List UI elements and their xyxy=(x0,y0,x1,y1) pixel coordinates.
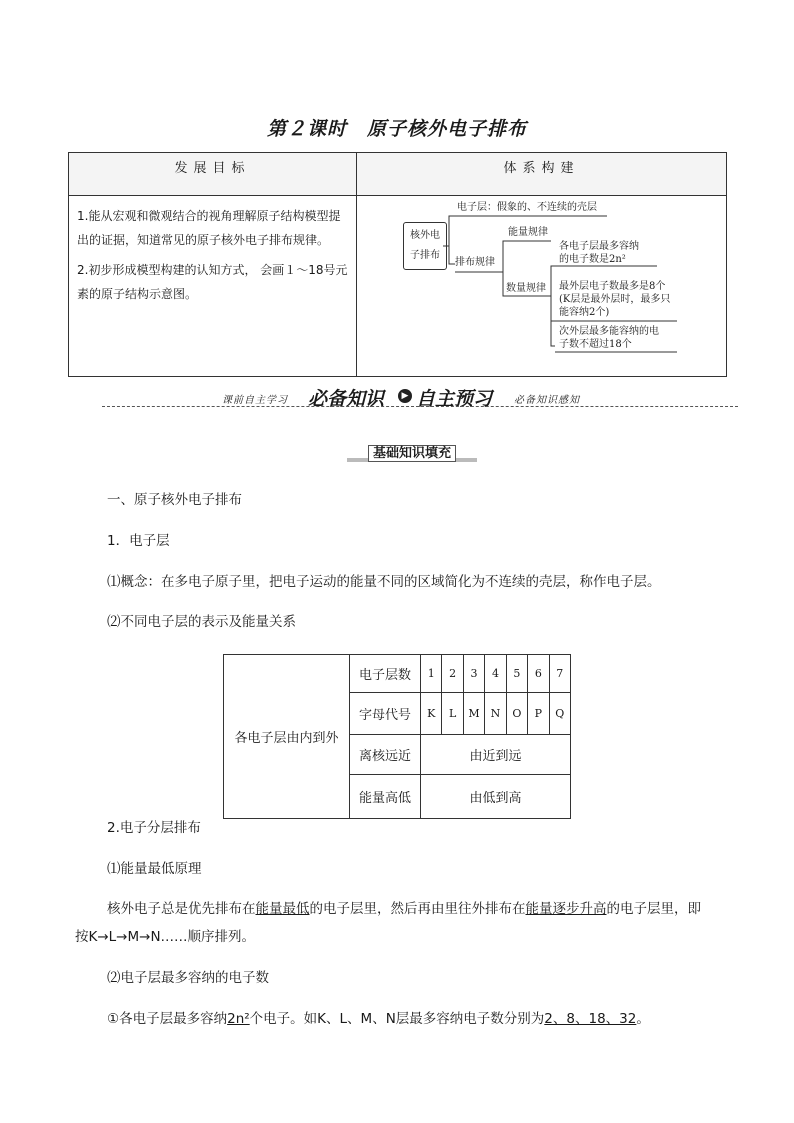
heading-electron-shell: 1．电子层 xyxy=(107,533,170,549)
banner-main-text-2: 自主预习 xyxy=(416,388,493,410)
banner-right-text: 必备知识感知 xyxy=(514,395,580,406)
shell-letter-cell: N xyxy=(485,693,506,735)
shell-definition: 电子层：假象的、不连续的壳层 xyxy=(457,202,597,213)
rule-second-outer-shell: 次外层最多能容纳的电 子数不超过18个 xyxy=(559,326,659,350)
shell-number-cell: 7 xyxy=(549,655,570,693)
shell-number-cell: 2 xyxy=(442,655,463,693)
label-letter-code: 字母代号 xyxy=(350,693,421,735)
label-energy: 能量高低 xyxy=(350,775,421,819)
section-banner xyxy=(0,384,794,408)
paragraph-shell-representation: ⑵不同电子层的表示及能量关系 xyxy=(107,614,296,630)
banner-left-text: 课前自主学习 xyxy=(222,395,288,406)
paragraph-shell-capacity: ①各电子层最多容纳2n²个电子。如K、L、M、N层最多容纳电子数分别为2、8、18、32。 xyxy=(107,1011,650,1027)
structure-header: 体系构建 xyxy=(357,153,727,196)
shell-table-row-header: 各电子层由内到外 xyxy=(224,655,350,819)
answer-blank: 2、8、18、32 xyxy=(544,1011,637,1027)
banner-divider xyxy=(102,406,738,407)
distance-value: 由近到远 xyxy=(421,735,571,775)
goal-item: 1.能从宏观和微观结合的视角理解原子结构模型提出的证据，知道常见的原子核外电子排布规律。 xyxy=(77,209,341,247)
goals-table xyxy=(68,152,727,377)
shell-letter-cell: K xyxy=(421,693,442,735)
paragraph-concept: ⑴概念：在多电子原子里，把电子运动的能量不同的区域简化为不连续的壳层，称作电子层。 xyxy=(107,574,661,590)
shell-number-cell: 5 xyxy=(506,655,527,693)
shell-letter-cell: L xyxy=(442,693,463,735)
rule-max-per-shell: 各电子层最多容纳 的电子数是2n² xyxy=(559,241,639,265)
energy-rule: 能量规律 xyxy=(508,227,548,238)
arrangement-rules: 排布规律 xyxy=(455,257,495,268)
answer-blank: 2n² xyxy=(227,1011,250,1027)
heading-section-1: 一、原子核外电子排布 xyxy=(107,492,242,508)
mindmap-cell xyxy=(357,196,727,377)
goals-header: 发展目标 xyxy=(69,153,357,196)
goals-cell xyxy=(69,196,357,377)
energy-value: 由低到高 xyxy=(421,775,571,819)
page-title: 第２课时 原子核外电子排布 xyxy=(266,118,527,140)
shell-table xyxy=(223,654,571,819)
mindmap-root: 核外电 子排布 xyxy=(403,222,447,270)
label-shell-number: 电子层数 xyxy=(350,655,421,693)
shell-number-cell: 6 xyxy=(528,655,549,693)
shell-letter-cell: P xyxy=(528,693,549,735)
answer-blank: 能量最低 xyxy=(255,901,310,917)
answer-blank: 能量逐步升高 xyxy=(525,901,607,917)
paragraph-lowest-energy: ⑴能量最低原理 xyxy=(107,861,202,877)
mindmap xyxy=(357,196,726,376)
rule-outer-shell: 最外层电子数最多是8个 (K层是最外层时，最多只 能容纳2个) xyxy=(559,281,671,318)
paragraph-arrangement-rule: 核外电子总是优先排布在能量最低的电子层里，然后再由里往外排布在能量逐步升高的电子层里，即 按K→L→M→N……顺序排列。 xyxy=(75,901,701,945)
shell-number-cell: 4 xyxy=(485,655,506,693)
section-tag-label: 基础知识填充 xyxy=(368,445,456,462)
arrow-right-icon: ▶ xyxy=(398,389,412,403)
count-rule: 数量规律 xyxy=(506,283,546,294)
shell-letter-cell: O xyxy=(506,693,527,735)
shell-number-cell: 1 xyxy=(421,655,442,693)
goal-item: 2.初步形成模型构建的认知方式， 会画１～18号元素的原子结构示意图。 xyxy=(77,263,348,301)
heading-layered-arrangement: 2.电子分层排布 xyxy=(107,820,201,836)
shell-letter-cell: M xyxy=(463,693,484,735)
shell-letter-cell: Q xyxy=(549,693,570,735)
shell-number-cell: 3 xyxy=(463,655,484,693)
paragraph-max-electrons: ⑵电子层最多容纳的电子数 xyxy=(107,970,269,986)
label-distance: 离核远近 xyxy=(350,735,421,775)
banner-main-text-1: 必备知识 xyxy=(308,388,385,410)
section-tag xyxy=(347,445,477,463)
